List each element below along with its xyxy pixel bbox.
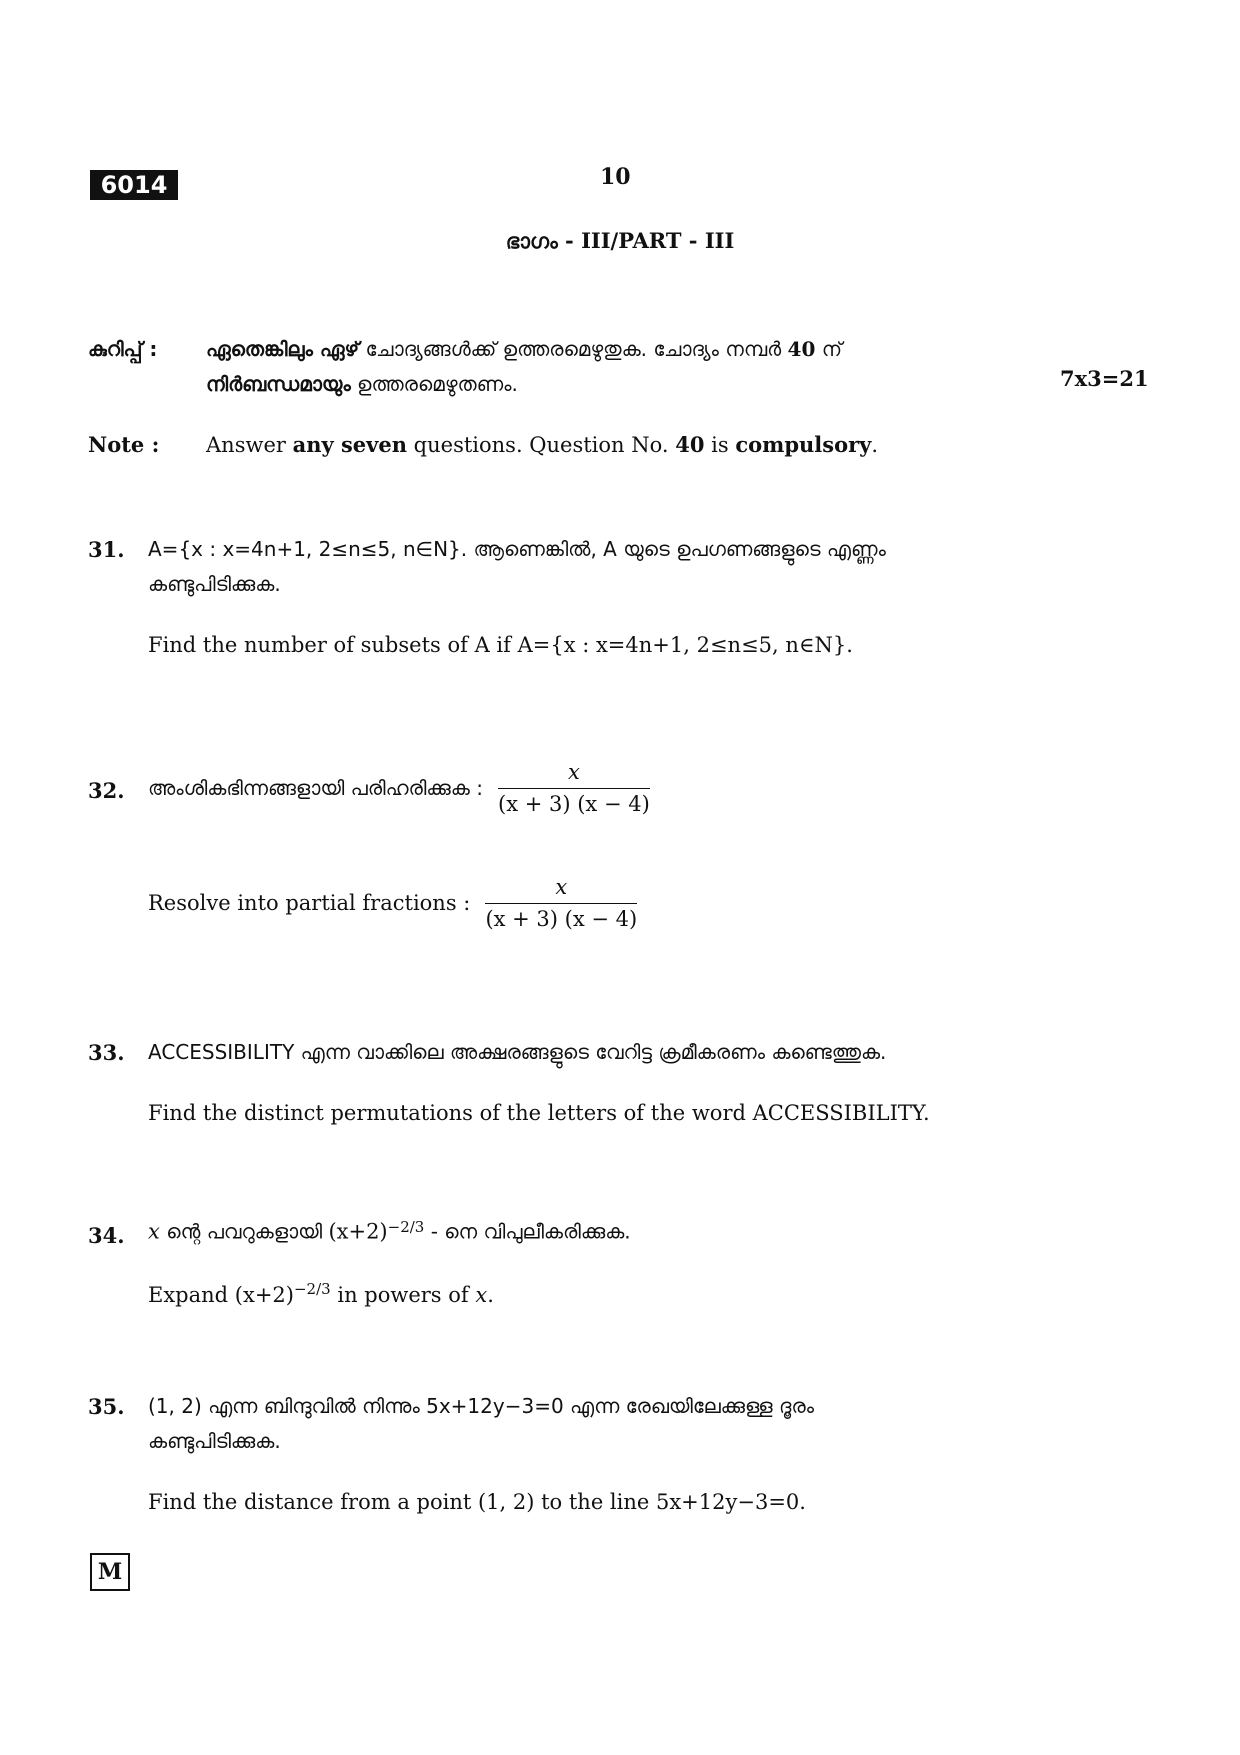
q34-ml-mid: ന്റെ പവറുകളായി xyxy=(159,1219,329,1244)
note-ml-line1-end: ന് xyxy=(815,337,843,361)
q32-en-text: Resolve into partial fractions : xyxy=(148,891,471,915)
q33-ml: ACCESSIBILITY എന്ന വാക്കിലെ അക്ഷരങ്ങളുടെ വേറിട്ട ക്രമീകരണം കണ്ടെത്തുക. xyxy=(148,1040,887,1064)
q34-en xyxy=(148,1280,494,1307)
part-title: ഭാഗം - III/PART - III xyxy=(505,228,735,253)
note-en-part: questions. Question No. xyxy=(407,433,676,457)
note-ml-line2-rest: ഉത്തരമെഴുതണം. xyxy=(350,372,518,396)
q34-ml-post: - നെ വിപുലീകരിക്കുക. xyxy=(424,1219,631,1244)
q31-ml-line2: കണ്ടുപിടിക്കുക. xyxy=(148,572,281,596)
q34-ml-var: x xyxy=(148,1219,160,1244)
question-number: 31. xyxy=(88,537,125,562)
note-en-part: is xyxy=(704,433,736,457)
note-ml-line1 xyxy=(206,337,842,361)
paper-code-badge: 6014 xyxy=(90,170,178,200)
note-en-bold: 40 xyxy=(675,432,705,457)
q34-en-exp: −2/3 xyxy=(293,1280,331,1298)
note-ml-line1-bold: ഏതെങ്കിലും ഏഴ് xyxy=(206,337,360,361)
marks-scheme: 7x3=21 xyxy=(1060,366,1149,391)
q34-ml-expr: (x+2) xyxy=(328,1219,388,1244)
note-en-label: Note : xyxy=(88,432,160,457)
note-ml-qnum: 40 xyxy=(787,337,816,361)
q32-ml-text: അംശികഭിന്നങ്ങളായി പരിഹരിക്കുക : xyxy=(148,776,483,800)
fraction-denominator: (x + 3) (x − 4) xyxy=(485,907,638,931)
q34-en-post: in powers of xyxy=(330,1283,476,1307)
q35-ml-line1: (1, 2) എന്ന ബിന്ദുവിൽ നിന്നും 5x+12y−3=0 എന്ന രേഖയിലേക്കുള്ള ദൂരം xyxy=(148,1394,815,1418)
q34-en-pre: Expand xyxy=(148,1283,235,1307)
fraction-denominator: (x + 3) (x − 4) xyxy=(498,792,650,816)
q31-en: Find the number of subsets of A if A={x : x=4n+1, 2≤n≤5, n∈N}. xyxy=(148,633,853,657)
q34-ml-exp: −2/3 xyxy=(387,1218,425,1236)
q35-en: Find the distance from a point (1, 2) to the line 5x+12y−3=0. xyxy=(148,1490,806,1514)
question-number: 33. xyxy=(88,1040,125,1065)
question-number: 32. xyxy=(88,778,125,803)
page-number: 10 xyxy=(600,164,631,190)
q35-ml-line2: കണ്ടുപിടിക്കുക. xyxy=(148,1429,281,1453)
note-en-part: . xyxy=(871,433,879,457)
q32-ml-fraction xyxy=(498,760,650,816)
question-number: 34. xyxy=(88,1223,125,1248)
note-ml-line1-rest: ചോദ്യങ്ങൾക്ക് ഉത്തരമെഴുതുക. ചോദ്യം നമ്പർ xyxy=(359,337,788,361)
q32-ml-row xyxy=(148,760,650,816)
q33-en: Find the distinct permutations of the letters of the word ACCESSIBILITY. xyxy=(148,1101,930,1125)
note-ml-label: കുറിപ്പ് : xyxy=(88,337,158,361)
medium-mark-box: M xyxy=(90,1553,130,1591)
note-en-text xyxy=(206,432,878,457)
note-en-bold: any seven xyxy=(292,432,407,457)
q34-en-expr: (x+2) xyxy=(234,1283,294,1307)
question-number: 35. xyxy=(88,1394,125,1419)
note-ml-line2-bold: നിർബന്ധമായും xyxy=(206,372,351,396)
fraction-numerator: x xyxy=(498,760,650,789)
q32-en-row xyxy=(148,875,637,931)
q34-ml xyxy=(148,1218,631,1243)
note-en-part: Answer xyxy=(206,433,293,457)
note-ml-line2 xyxy=(206,372,518,396)
q34-en-var: x xyxy=(475,1283,488,1307)
q31-ml-line1: A={x : x=4n+1, 2≤n≤5, n∈N}. ആണെങ്കിൽ, A യുടെ ഉപഗണങ്ങളുടെ എണ്ണം xyxy=(148,537,886,561)
fraction-numerator: x xyxy=(485,875,637,904)
q32-en-fraction xyxy=(485,875,637,931)
q34-en-end: . xyxy=(487,1283,494,1307)
note-en-bold: compulsory xyxy=(735,432,872,457)
